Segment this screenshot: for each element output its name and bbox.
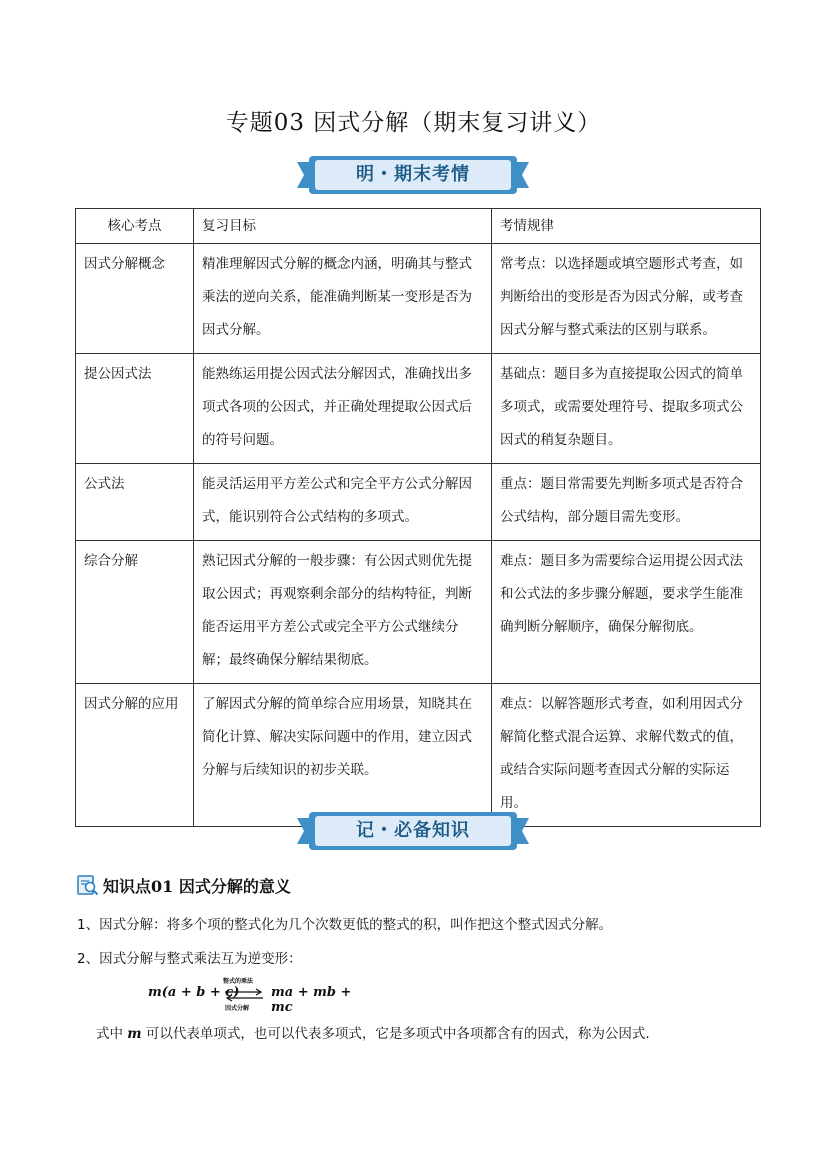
knowledge-banner bbox=[297, 810, 529, 852]
header-goal: 复习目标 bbox=[194, 209, 492, 244]
exam-banner bbox=[297, 154, 529, 196]
page-title: 专题03 因式分解（期末复习讲义） bbox=[225, 110, 602, 136]
topic-cell: 综合分解 bbox=[76, 541, 194, 684]
table-row bbox=[76, 354, 761, 464]
formula-top-label: 整式的乘法 bbox=[223, 978, 254, 985]
header-pattern: 考情规律 bbox=[492, 209, 761, 244]
definition-paragraph: 1、因式分解：将多个项的整式化为几个次数更低的整式的积，叫作把这个整式因式分解。 bbox=[77, 917, 613, 933]
topic-cell: 因式分解概念 bbox=[76, 244, 194, 354]
goal-cell: 能熟练运用提公因式法分解因式，准确找出多项式各项的公因式，并正确处理提取公因式后的符号问题。 bbox=[194, 354, 492, 464]
common-factor-note bbox=[96, 1022, 650, 1042]
header-topic: 核心考点 bbox=[76, 209, 194, 244]
goal-cell: 了解因式分解的简单综合应用场景，知晓其在简化计算、解决实际问题中的作用，建立因式分解与后续知识的初步关联。 bbox=[194, 684, 492, 827]
table-row bbox=[76, 464, 761, 541]
table-row bbox=[76, 244, 761, 354]
knowledge-point-heading bbox=[77, 873, 291, 897]
formula-bottom-label: 因式分解 bbox=[225, 1005, 250, 1012]
table-header-row bbox=[76, 209, 761, 244]
topic-cell: 公式法 bbox=[76, 464, 194, 541]
goal-cell: 熟记因式分解的一般步骤：有公因式则优先提取公因式；再观察剩余部分的结构特征，判断能否运用平方差公式或完全平方公式继续分解；最终确保分解结果彻底。 bbox=[194, 541, 492, 684]
magnifier-book-icon bbox=[77, 874, 99, 896]
topic-cell: 因式分解的应用 bbox=[76, 684, 194, 827]
goal-cell: 能灵活运用平方差公式和完全平方公式分解因式，能识别符合公式结构的多项式。 bbox=[194, 464, 492, 541]
factorization-formula bbox=[148, 976, 368, 1016]
table-row bbox=[76, 541, 761, 684]
pattern-cell: 难点：以解答题形式考查，如利用因式分解简化整式混合运算、求解代数式的值，或结合实际问题考查因式分解的实际运用。 bbox=[492, 684, 761, 827]
knowledge-point-title: 知识点01 因式分解的意义 bbox=[103, 876, 291, 896]
pattern-cell: 基础点：题目多为直接提取公因式的简单多项式，或需要处理符号、提取多项式公因式的稍复杂题目。 bbox=[492, 354, 761, 464]
note-variable: m bbox=[127, 1026, 142, 1042]
knowledge-banner-label: 记・必备知识 bbox=[356, 820, 470, 841]
note-prefix: 式中 bbox=[96, 1026, 123, 1042]
table-row bbox=[76, 684, 761, 827]
pattern-cell: 难点：题目多为需要综合运用提公因式法和公式法的多步骤分解题，要求学生能准确判断分解顺序，确保分解彻底。 bbox=[492, 541, 761, 684]
goal-cell: 精准理解因式分解的概念内涵，明确其与整式乘法的逆向关系，能准确判断某一变形是否为因式分解。 bbox=[194, 244, 492, 354]
double-arrow-icon bbox=[223, 988, 265, 1002]
formula-right: ma + mb + mc bbox=[271, 985, 352, 1015]
pattern-cell: 常考点：以选择题或填空题形式考查，如判断给出的变形是否为因式分解，或考查因式分解与整式乘法的区别与联系。 bbox=[492, 244, 761, 354]
topic-cell: 提公因式法 bbox=[76, 354, 194, 464]
review-table bbox=[75, 208, 761, 827]
pattern-cell: 重点：题目常需要先判断多项式是否符合公式结构，部分题目需先变形。 bbox=[492, 464, 761, 541]
inverse-relation-paragraph: 2、因式分解与整式乘法互为逆变形： bbox=[77, 951, 302, 967]
note-body: 可以代表单项式，也可以代表多项式，它是多项式中各项都含有的因式，称为公因式. bbox=[145, 1026, 650, 1042]
exam-banner-label: 明・期末考情 bbox=[356, 164, 470, 185]
formula-left: m(a + b + c) bbox=[148, 985, 240, 1000]
